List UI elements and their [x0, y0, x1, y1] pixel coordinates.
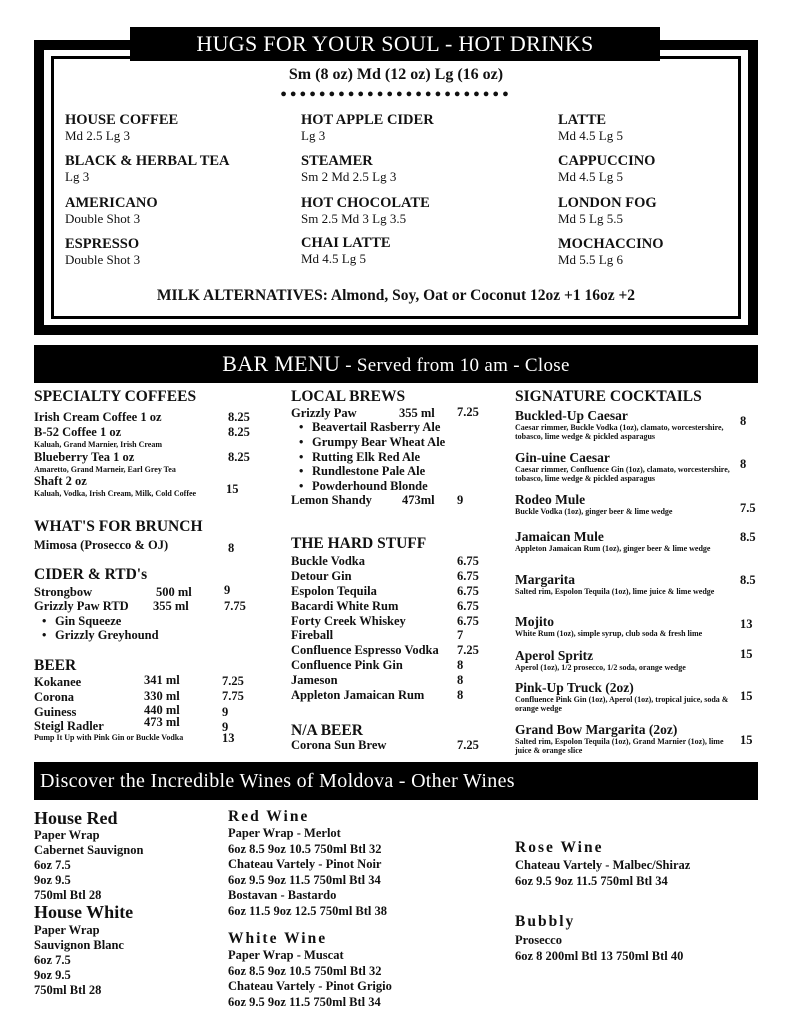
menu-item-price: 15: [226, 482, 239, 496]
cocktail-name: Buckled-Up Caesar: [515, 408, 628, 423]
wine-line: Bostavan - Bastardo: [228, 888, 337, 902]
menu-item-price: 9: [222, 720, 229, 734]
hot-item-price: Lg 3: [65, 169, 90, 184]
cocktail-price: 7.5: [740, 501, 756, 515]
wine-line: 750ml Btl 28: [34, 983, 102, 997]
bar-menu-banner: [34, 345, 758, 383]
hot-item-name: HOUSE COFFEE: [65, 112, 179, 128]
menu-item-price: 8: [457, 658, 464, 673]
menu-item-price: 6.75: [457, 568, 479, 583]
menu-item-name: Forty Creek Whiskey: [291, 613, 406, 628]
hot-item-name: HOT APPLE CIDER: [301, 112, 434, 128]
menu-item-name: Fireball: [291, 628, 334, 643]
cocktail-desc: Caesar rimmer, Buckle Vodka (1oz), clamato, worcestershire, tobasco, lime wedge & pickled asparagus: [515, 423, 724, 441]
cocktail-item: [515, 614, 733, 638]
hot-item: [558, 236, 664, 267]
local-brew-bullet: • Rundlestone Pale Ale: [312, 464, 425, 478]
bubbly-list: [515, 933, 683, 964]
wine-line: 9oz 9.5: [34, 873, 71, 887]
wine-line: Chateau Vartely - Pinot Noir: [228, 857, 382, 871]
menu-item-size: 440 ml: [144, 703, 180, 717]
hot-item-price: Double Shot 3: [65, 252, 141, 267]
menu-item-desc: Amaretto, Grand Marneir, Earl Grey Tea: [34, 465, 176, 474]
cider-bullet: • Grizzly Greyhound: [55, 628, 159, 642]
wine-banner: Discover the Incredible Wines of Moldova - Other Wines: [34, 762, 758, 800]
cocktail-item: [515, 722, 733, 755]
hot-drinks-title: HUGS FOR YOUR SOUL - HOT DRINKS: [130, 27, 660, 61]
list-item: [291, 643, 481, 658]
cider-title: CIDER & RTD's: [34, 566, 148, 583]
house-white-title: House White: [34, 902, 134, 922]
menu-item-price: 8.25: [228, 450, 250, 464]
brunch-title: WHAT'S FOR BRUNCH: [34, 518, 203, 535]
hard-stuff-title: THE HARD STUFF: [291, 535, 427, 552]
menu-item-name: Irish Cream Coffee 1 oz: [34, 410, 162, 424]
hot-item: [558, 153, 655, 184]
size-legend: Sm (8 oz) Md (12 oz) Lg (16 oz): [288, 66, 504, 83]
menu-item-price: 9: [457, 493, 464, 507]
cocktail-item: [515, 680, 733, 713]
beer-note-price: 13: [222, 731, 235, 745]
hot-item: [65, 236, 140, 267]
wine-line: Sauvignon Blanc: [34, 938, 124, 952]
local-brew-bullet: • Rutting Elk Red Ale: [312, 450, 420, 464]
cocktail-item: [515, 648, 733, 672]
menu-item-name: Jameson: [291, 673, 338, 688]
house-red-list: [34, 828, 143, 902]
menu-item-price: 7.25: [457, 738, 479, 752]
menu-item-desc: Kaluah, Grand Marnier, Irish Cream: [34, 440, 163, 449]
cocktail-desc: Salted rim, Espolon Tequila (1oz), lime juice & lime wedge: [515, 587, 715, 596]
cocktail-desc: White Rum (1oz), simple syrup, club soda & fresh lime: [515, 629, 703, 638]
menu-item-name: Kokanee: [34, 675, 82, 689]
cocktail-name: Margarita: [515, 572, 575, 587]
menu-item-price: 8.25: [228, 425, 250, 439]
menu-item-price: 7.75: [222, 689, 244, 703]
cocktail-name: Grand Bow Margarita (2oz): [515, 722, 678, 737]
cocktail-name: Mojito: [515, 614, 554, 629]
menu-item-price: 6.75: [457, 613, 479, 628]
menu-item-name: Grizzly Paw RTD: [34, 599, 129, 613]
wine-line: 6oz 9.5 9oz 11.5 750ml Btl 34: [228, 872, 381, 887]
hot-item-price: Md 4.5 Lg 5: [301, 251, 366, 266]
menu-item-price: 7: [457, 628, 464, 643]
list-item: [291, 554, 481, 569]
cocktail-name: Jamaican Mule: [515, 529, 604, 544]
menu-item-name: Guiness: [34, 705, 77, 719]
cocktail-item: [515, 572, 733, 596]
wine-line: Chateau Vartely - Malbec/Shiraz: [515, 858, 691, 872]
menu-item-name: Buckle Vodka: [291, 554, 365, 568]
hot-item-name: STEAMER: [301, 153, 373, 169]
hot-item-name: HOT CHOCOLATE: [301, 195, 430, 211]
hot-item: [558, 112, 623, 143]
hot-item-name: CAPPUCCINO: [558, 153, 656, 169]
menu-item-name: B-52 Coffee 1 oz: [34, 425, 122, 439]
list-item: [291, 584, 481, 599]
list-item: [291, 673, 481, 688]
menu-item-price: 7.75: [224, 599, 246, 613]
wine-line: 9oz 9.5: [34, 968, 71, 982]
cocktail-desc: Appleton Jamaican Rum (1oz), ginger beer & lime wedge: [515, 544, 711, 553]
cocktail-item: [515, 408, 733, 441]
menu-item-price: 8: [457, 688, 464, 703]
menu-item-name: Mimosa (Prosecco & OJ): [34, 538, 169, 552]
dot-divider: ●●●●●●●●●●●●●●●●●●●●●●●●: [280, 88, 512, 100]
cocktail-price: 13: [740, 617, 753, 631]
menu-item-name: Blueberry Tea 1 oz: [34, 450, 135, 464]
menu-item-name: Confluence Espresso Vodka: [291, 643, 439, 658]
white-wine-title: White Wine: [228, 930, 328, 947]
hot-item-price: Md 4.5 Lg 5: [558, 128, 623, 143]
menu-item-size: 341 ml: [144, 673, 180, 687]
na-beer-title: N/A BEER: [291, 722, 363, 739]
menu-item-size: 500 ml: [156, 585, 192, 599]
menu-item-name: Corona Sun Brew: [291, 738, 387, 752]
hot-item-price: Md 4.5 Lg 5: [558, 169, 623, 184]
menu-item-price: 7.25: [222, 674, 244, 688]
signature-cocktails-title: SIGNATURE COCKTAILS: [515, 388, 702, 405]
menu-item-desc: Kaluah, Vodka, Irish Cream, Milk, Cold Coffee: [34, 489, 197, 498]
menu-item-name: Confluence Pink Gin: [291, 658, 403, 673]
menu-item-price: 9: [222, 705, 229, 719]
menu-item-name: Bacardi White Rum: [291, 598, 399, 613]
cocktail-desc: Confluence Pink Gin (1oz), Aperol (1oz), tropical juice, soda & orange wedge: [515, 695, 729, 713]
red-wine-title: Red Wine: [228, 808, 310, 825]
list-item: [291, 628, 481, 643]
wine-line: 6oz 11.5 9oz 12.5 750ml Btl 38: [228, 903, 388, 918]
menu-item-price: 6.75: [457, 598, 479, 613]
wine-line: Prosecco: [515, 933, 562, 947]
hot-item: [301, 112, 434, 143]
hot-item-name: ESPRESSO: [65, 236, 140, 252]
cocktail-price: 8.5: [740, 573, 756, 587]
menu-item-price: 6.75: [457, 554, 479, 568]
hard-stuff-list: [291, 554, 481, 703]
menu-item-price: 6.75: [457, 583, 479, 598]
hot-item-price: Lg 3: [301, 128, 326, 143]
hot-item: [65, 153, 230, 184]
house-red-title: House Red: [34, 808, 118, 828]
wine-line: Chateau Vartely - Pinot Grigio: [228, 979, 392, 993]
wine-line: 6oz 9.5 9oz 11.5 750ml Btl 34: [228, 994, 381, 1009]
menu-item-name: Detour Gin: [291, 568, 352, 583]
cocktail-item: [515, 450, 733, 483]
list-item: [291, 658, 481, 673]
hot-item: [65, 112, 178, 143]
milk-alternatives: MILK ALTERNATIVES: Almond, Soy, Oat or Coconut 12oz +1 16oz +2: [156, 287, 636, 304]
cocktail-name: Rodeo Mule: [515, 492, 586, 507]
wine-line: Paper Wrap: [34, 828, 100, 842]
wine-line: Paper Wrap: [34, 923, 100, 937]
menu-item-name: Espolon Tequila: [291, 583, 377, 598]
menu-item-name: Grizzly Paw: [291, 406, 357, 420]
menu-item-size: 473 ml: [144, 715, 180, 729]
white-wine-list: [228, 948, 392, 1010]
wine-line: Paper Wrap - Muscat: [228, 948, 344, 962]
wine-line: 6oz 9.5 9oz 11.5 750ml Btl 34: [515, 874, 668, 888]
hot-item-name: BLACK & HERBAL TEA: [65, 153, 230, 169]
cocktail-item: [515, 529, 733, 553]
menu-item-name: Corona: [34, 690, 75, 704]
specialty-coffees-title: SPECIALTY COFFEES: [34, 388, 197, 405]
wine-line: 6oz 8.5 9oz 10.5 750ml Btl 32: [228, 841, 382, 856]
bar-menu-hours: - Served from 10 am - Close: [340, 355, 570, 376]
menu-item-size: 355 ml: [399, 406, 435, 420]
menu-item-name: Steigl Radler: [34, 719, 104, 733]
menu-item-name: Shaft 2 oz: [34, 474, 87, 488]
hot-item: [301, 195, 430, 226]
wine-line: 6oz 7.5: [34, 858, 71, 872]
menu-item-price: 7.25: [457, 405, 479, 419]
wine-line: 6oz 7.5: [34, 953, 71, 967]
wine-line: Cabernet Sauvignon: [34, 843, 144, 857]
menu-item-price: 8: [457, 673, 464, 688]
cocktail-desc: Buckle Vodka (1oz), ginger beer & lime wedge: [515, 507, 673, 516]
cocktail-price: 8.5: [740, 530, 756, 544]
cider-bullet: • Gin Squeeze: [55, 614, 121, 628]
hot-item: [65, 195, 158, 226]
cocktail-price: 8: [740, 414, 747, 428]
list-item: [291, 688, 481, 703]
wine-line: 6oz 8.5 9oz 10.5 750ml Btl 32: [228, 963, 382, 978]
rose-wine-list: [515, 858, 690, 890]
list-item: [291, 614, 481, 629]
cocktail-name: Pink-Up Truck (2oz): [515, 680, 634, 695]
wine-line: 750ml Btl 28: [34, 888, 102, 902]
menu-item-price: 9: [224, 583, 231, 597]
hot-item: [301, 153, 396, 184]
hot-item: [301, 235, 391, 266]
menu-item-price: 8: [228, 541, 235, 555]
cocktail-item: [515, 492, 733, 516]
local-brew-bullet: • Powderhound Blonde: [312, 479, 428, 493]
local-brew-bullet: • Grumpy Bear Wheat Ale: [312, 435, 445, 449]
hot-item-price: Md 5 Lg 5.5: [558, 211, 623, 226]
cocktail-price: 15: [740, 689, 753, 703]
hot-item-price: Sm 2.5 Md 3 Lg 3.5: [301, 211, 407, 226]
cocktail-desc: Caesar rimmer, Confluence Gin (1oz), clamato, worcestershire, tobasco, lime wedge & pickled asparagus: [515, 465, 730, 483]
hot-item-price: Sm 2 Md 2.5 Lg 3: [301, 169, 397, 184]
hot-item-price: Md 2.5 Lg 3: [65, 128, 130, 143]
list-item: [291, 599, 481, 614]
hot-item-name: AMERICANO: [65, 195, 158, 211]
cocktail-desc: Salted rim, Espolon Tequila (1oz), Grand Marnier (1oz), lime juice & orange slice: [515, 737, 724, 755]
menu-item-name: Appleton Jamaican Rum: [291, 688, 425, 703]
local-brew-bullet: • Beavertail Rasberry Ale: [312, 420, 440, 434]
bar-menu-title: BAR MENU: [222, 351, 341, 376]
hot-item-name: LATTE: [558, 112, 607, 128]
hot-item-name: LONDON FOG: [558, 195, 657, 211]
cocktail-price: 15: [740, 733, 753, 747]
hot-item-price: Double Shot 3: [65, 211, 141, 226]
hot-item-price: Md 5.5 Lg 6: [558, 252, 623, 267]
list-item: [291, 569, 481, 584]
beer-note: Pump It Up with Pink Gin or Buckle Vodka: [34, 733, 184, 742]
menu-item-price: 7.25: [457, 643, 479, 658]
menu-item-size: 355 ml: [153, 599, 189, 613]
rose-wine-title: Rose Wine: [515, 839, 604, 856]
red-wine-list: [228, 826, 387, 919]
cocktail-price: 15: [740, 647, 753, 661]
cocktail-name: Gin-uine Caesar: [515, 450, 610, 465]
cocktail-price: 8: [740, 457, 747, 471]
menu-item-name: Strongbow: [34, 585, 93, 599]
beer-title: BEER: [34, 657, 77, 674]
bubbly-title: Bubbly: [515, 913, 576, 930]
wine-line: 6oz 8 200ml Btl 13 750ml Btl 40: [515, 948, 684, 963]
menu-item-size: 330 ml: [144, 689, 180, 703]
house-white-list: [34, 923, 124, 997]
menu-item-price: 8.25: [228, 410, 250, 424]
cocktail-desc: Aperol (1oz), 1/2 prosecco, 1/2 soda, orange wedge: [515, 663, 686, 672]
hot-item-name: CHAI LATTE: [301, 235, 391, 251]
wine-line: Paper Wrap - Merlot: [228, 826, 341, 840]
menu-item-name: Lemon Shandy: [291, 493, 372, 507]
hot-item: [558, 195, 657, 226]
menu-item-size: 473ml: [402, 493, 435, 507]
cocktail-name: Aperol Spritz: [515, 648, 594, 663]
hot-item-name: MOCHACCINO: [558, 236, 664, 252]
local-brews-title: LOCAL BREWS: [291, 388, 406, 405]
